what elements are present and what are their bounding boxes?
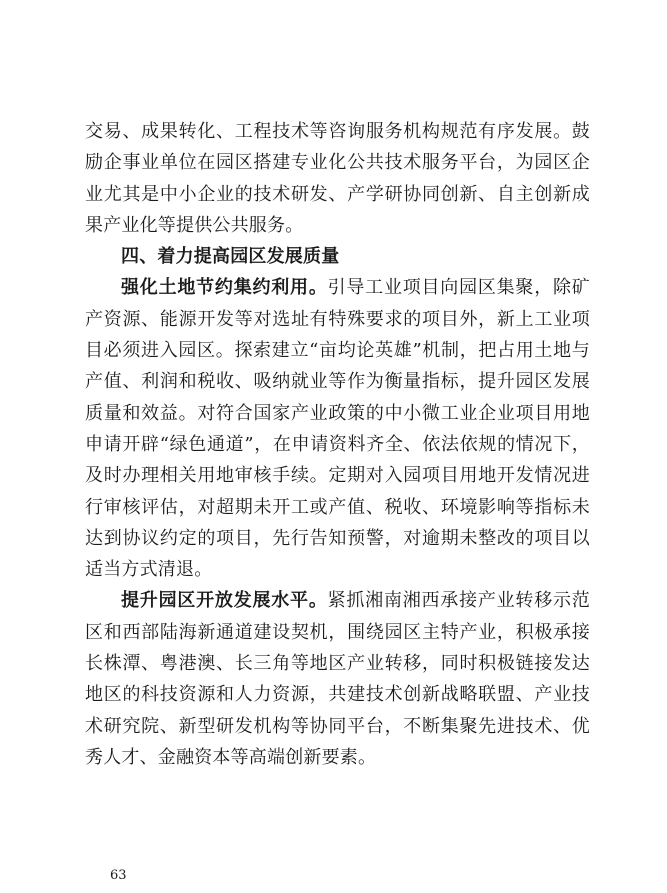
page-body-text: [85, 116, 590, 773]
paragraph-text: 引导工业项目向园区集聚，除矿产资源、能源开发等对选址有特殊要求的项目外，新上工业项目必须进入园区。探索建立“亩均论英雄”机制，把占用土地与产值、利润和税收、吸纳就业等作为衡量指标，提升园区发展质量和效益。对符合国家产业政策的中小微工业企业项目用地申请开辟“绿色通道”，在申请资料齐全、依法依规的情况下，及时办理相关用地审核手续。定期对入园项目用地开发情况进行审核评估，对超期未开工或产值、税收、环境影响等指标未达到协议约定的项目，先行告知预警，对逾期未整改的项目以适当方式清退。: [85, 277, 590, 581]
paragraph-bold-lead: 强化土地节约集约利用。: [121, 277, 328, 299]
page-number: 63: [110, 868, 127, 883]
section-heading: 四、着力提高园区发展质量: [121, 246, 340, 268]
paragraph: [85, 585, 590, 773]
paragraph-bold-lead: 提升园区开放发展水平。: [121, 590, 328, 612]
paragraph: [85, 272, 590, 585]
paragraph-text: 紧抓湘南湘西承接产业转移示范区和西部陆海新通道建设契机，围绕园区主特产业，积极承接长株潭、粤港澳、长三角等地区产业转移，同时积极链接发达地区的科技资源和人力资源，共建技术创新战略联盟、产业技术研究院、新型研发机构等协同平台，不断集聚先进技术、优秀人才、金融资本等高端创新要素。: [85, 590, 590, 768]
paragraph-continuation: [85, 116, 590, 241]
paragraph-text: 交易、成果转化、工程技术等咨询服务机构规范有序发展。鼓励企事业单位在园区搭建专业化公共技术服务平台，为园区企业尤其是中小企业的技术研发、产学研协同创新、自主创新成果产业化等提供公共服务。: [85, 121, 590, 236]
